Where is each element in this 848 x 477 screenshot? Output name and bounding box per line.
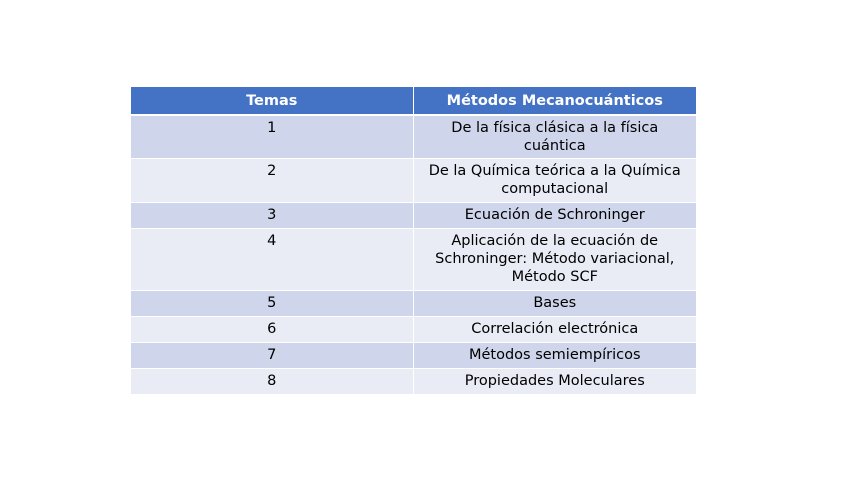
header-metodos: Métodos Mecanocuánticos bbox=[413, 87, 696, 115]
row-topic: Correlación electrónica bbox=[413, 317, 696, 343]
row-topic: Métodos semiempíricos bbox=[413, 343, 696, 369]
row-number: 6 bbox=[131, 317, 413, 343]
table-row bbox=[131, 343, 696, 369]
row-topic: Aplicación de la ecuación de Schroninger: Método variacional, Método SCF bbox=[413, 229, 696, 291]
row-number: 4 bbox=[131, 229, 413, 291]
table-row bbox=[131, 229, 696, 291]
row-topic: De la Química teórica a la Química computacional bbox=[413, 159, 696, 203]
row-topic: Ecuación de Schroninger bbox=[413, 203, 696, 229]
row-topic: Propiedades Moleculares bbox=[413, 369, 696, 395]
row-topic: De la física clásica a la física cuántica bbox=[413, 115, 696, 159]
table-row bbox=[131, 115, 696, 159]
table-header-row bbox=[131, 87, 696, 115]
row-number: 7 bbox=[131, 343, 413, 369]
table-row bbox=[131, 369, 696, 395]
row-number: 2 bbox=[131, 159, 413, 203]
row-number: 1 bbox=[131, 115, 413, 159]
row-number: 5 bbox=[131, 291, 413, 317]
header-temas: Temas bbox=[131, 87, 413, 115]
row-number: 3 bbox=[131, 203, 413, 229]
table-row bbox=[131, 291, 696, 317]
table-row bbox=[131, 317, 696, 343]
table-row bbox=[131, 159, 696, 203]
table-row bbox=[131, 203, 696, 229]
topics-table bbox=[131, 87, 696, 395]
row-number: 8 bbox=[131, 369, 413, 395]
row-topic: Bases bbox=[413, 291, 696, 317]
